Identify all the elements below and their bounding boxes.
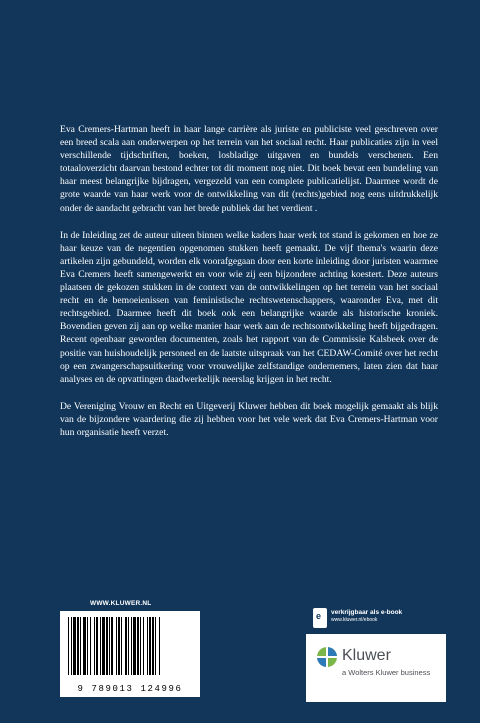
blurb-paragraph-3: De Vereniging Vrouw en Recht en Uitgeverij Kluwer hebben dit boek mogelijk gemaakt als blijk van de bijzondere waardering die zij hebben voor het vele werk dat Eva Cremers-Hartman voor hun organisatie heeft verzet. [60,400,438,438]
barcode-bars [68,617,192,675]
ebook-icon [313,608,327,628]
ebook-label: verkrijgbaar als e-book [331,609,403,616]
ebook-notice [331,609,402,623]
ebook-icon-letter: e [316,611,322,621]
kluwer-logo-icon [316,646,338,668]
isbn-number: 9 789013 124996 [77,684,183,694]
blurb-paragraph-1: Eva Cremers-Hartman heeft in haar lange carrière als juriste en publiciste veel geschreven over een breed scala aan onderwerpen op het terrein van het sociaal recht. Haar publicaties zijn in veel verschillende tijdschriften, boeken, losbladige uitgaven en bundels verschenen. Een totaaloverzicht daarvan bestond echter tot dit moment nog niet. Dit boek bevat een bundeling van haar meest belangrijke bijdragen, vergezeld van een complete publicatielijst. Daarmee wordt de grote waarde van haar werk voor de ontwikkeling van dit (rechts)gebied nog eens uitdrukkelijk onder de aandacht gebracht van het brede publiek dat het verdient . [60,124,438,214]
blurb-text [60,123,438,453]
publisher-tagline: a Wolters Kluwer business [342,668,431,677]
ebook-url[interactable]: www.kluwer.nl/ebook [331,617,378,623]
publisher-logo-box [306,634,446,702]
isbn-barcode [60,611,200,697]
blurb-paragraph-2: In de Inleiding zet de auteur uiteen binnen welke kaders haar werk tot stand is gekomen en hoe ze haar keuze van de negentien opgenomen stukken heeft gemaakt. De vijf thema's waarin deze artikelen zijn gebundeld, worden elk voorafgegaan door een korte inleiding door juristen waarmee Eva Cremers heeft samengewerkt en voor wie zij een bijzondere achting koestert. Deze auteurs plaatsen de gekozen stukken in de context van de ontwikkelingen op het terrein van het sociaal recht en de bemoeienissen van feministische rechtswetenschappers, waaronder Eva, met dit rechtsgebied. Daarmee heeft dit boek ook een belangrijke waarde als historische kroniek. Bovendien geven zij aan op welke manier haar werk aan de rechtsontwikkeling heeft bijgedragen. Recent openbaar geworden documenten, zoals het rapport van de Commissie Kalsbeek over de positie van huishoudelijk personeel en de laatste uitspraak van het CEDAW-Comité over het recht op een zwangerschapsuitkering voor vrouwelijke zelfstandige ondernemers, laten zien dat haar analyses en de opvattingen daadwerkelijk neerslag krijgen in het recht. [60,229,438,385]
publisher-name: Kluwer [342,647,391,664]
publisher-website[interactable]: WWW.KLUWER.NL [90,600,152,607]
